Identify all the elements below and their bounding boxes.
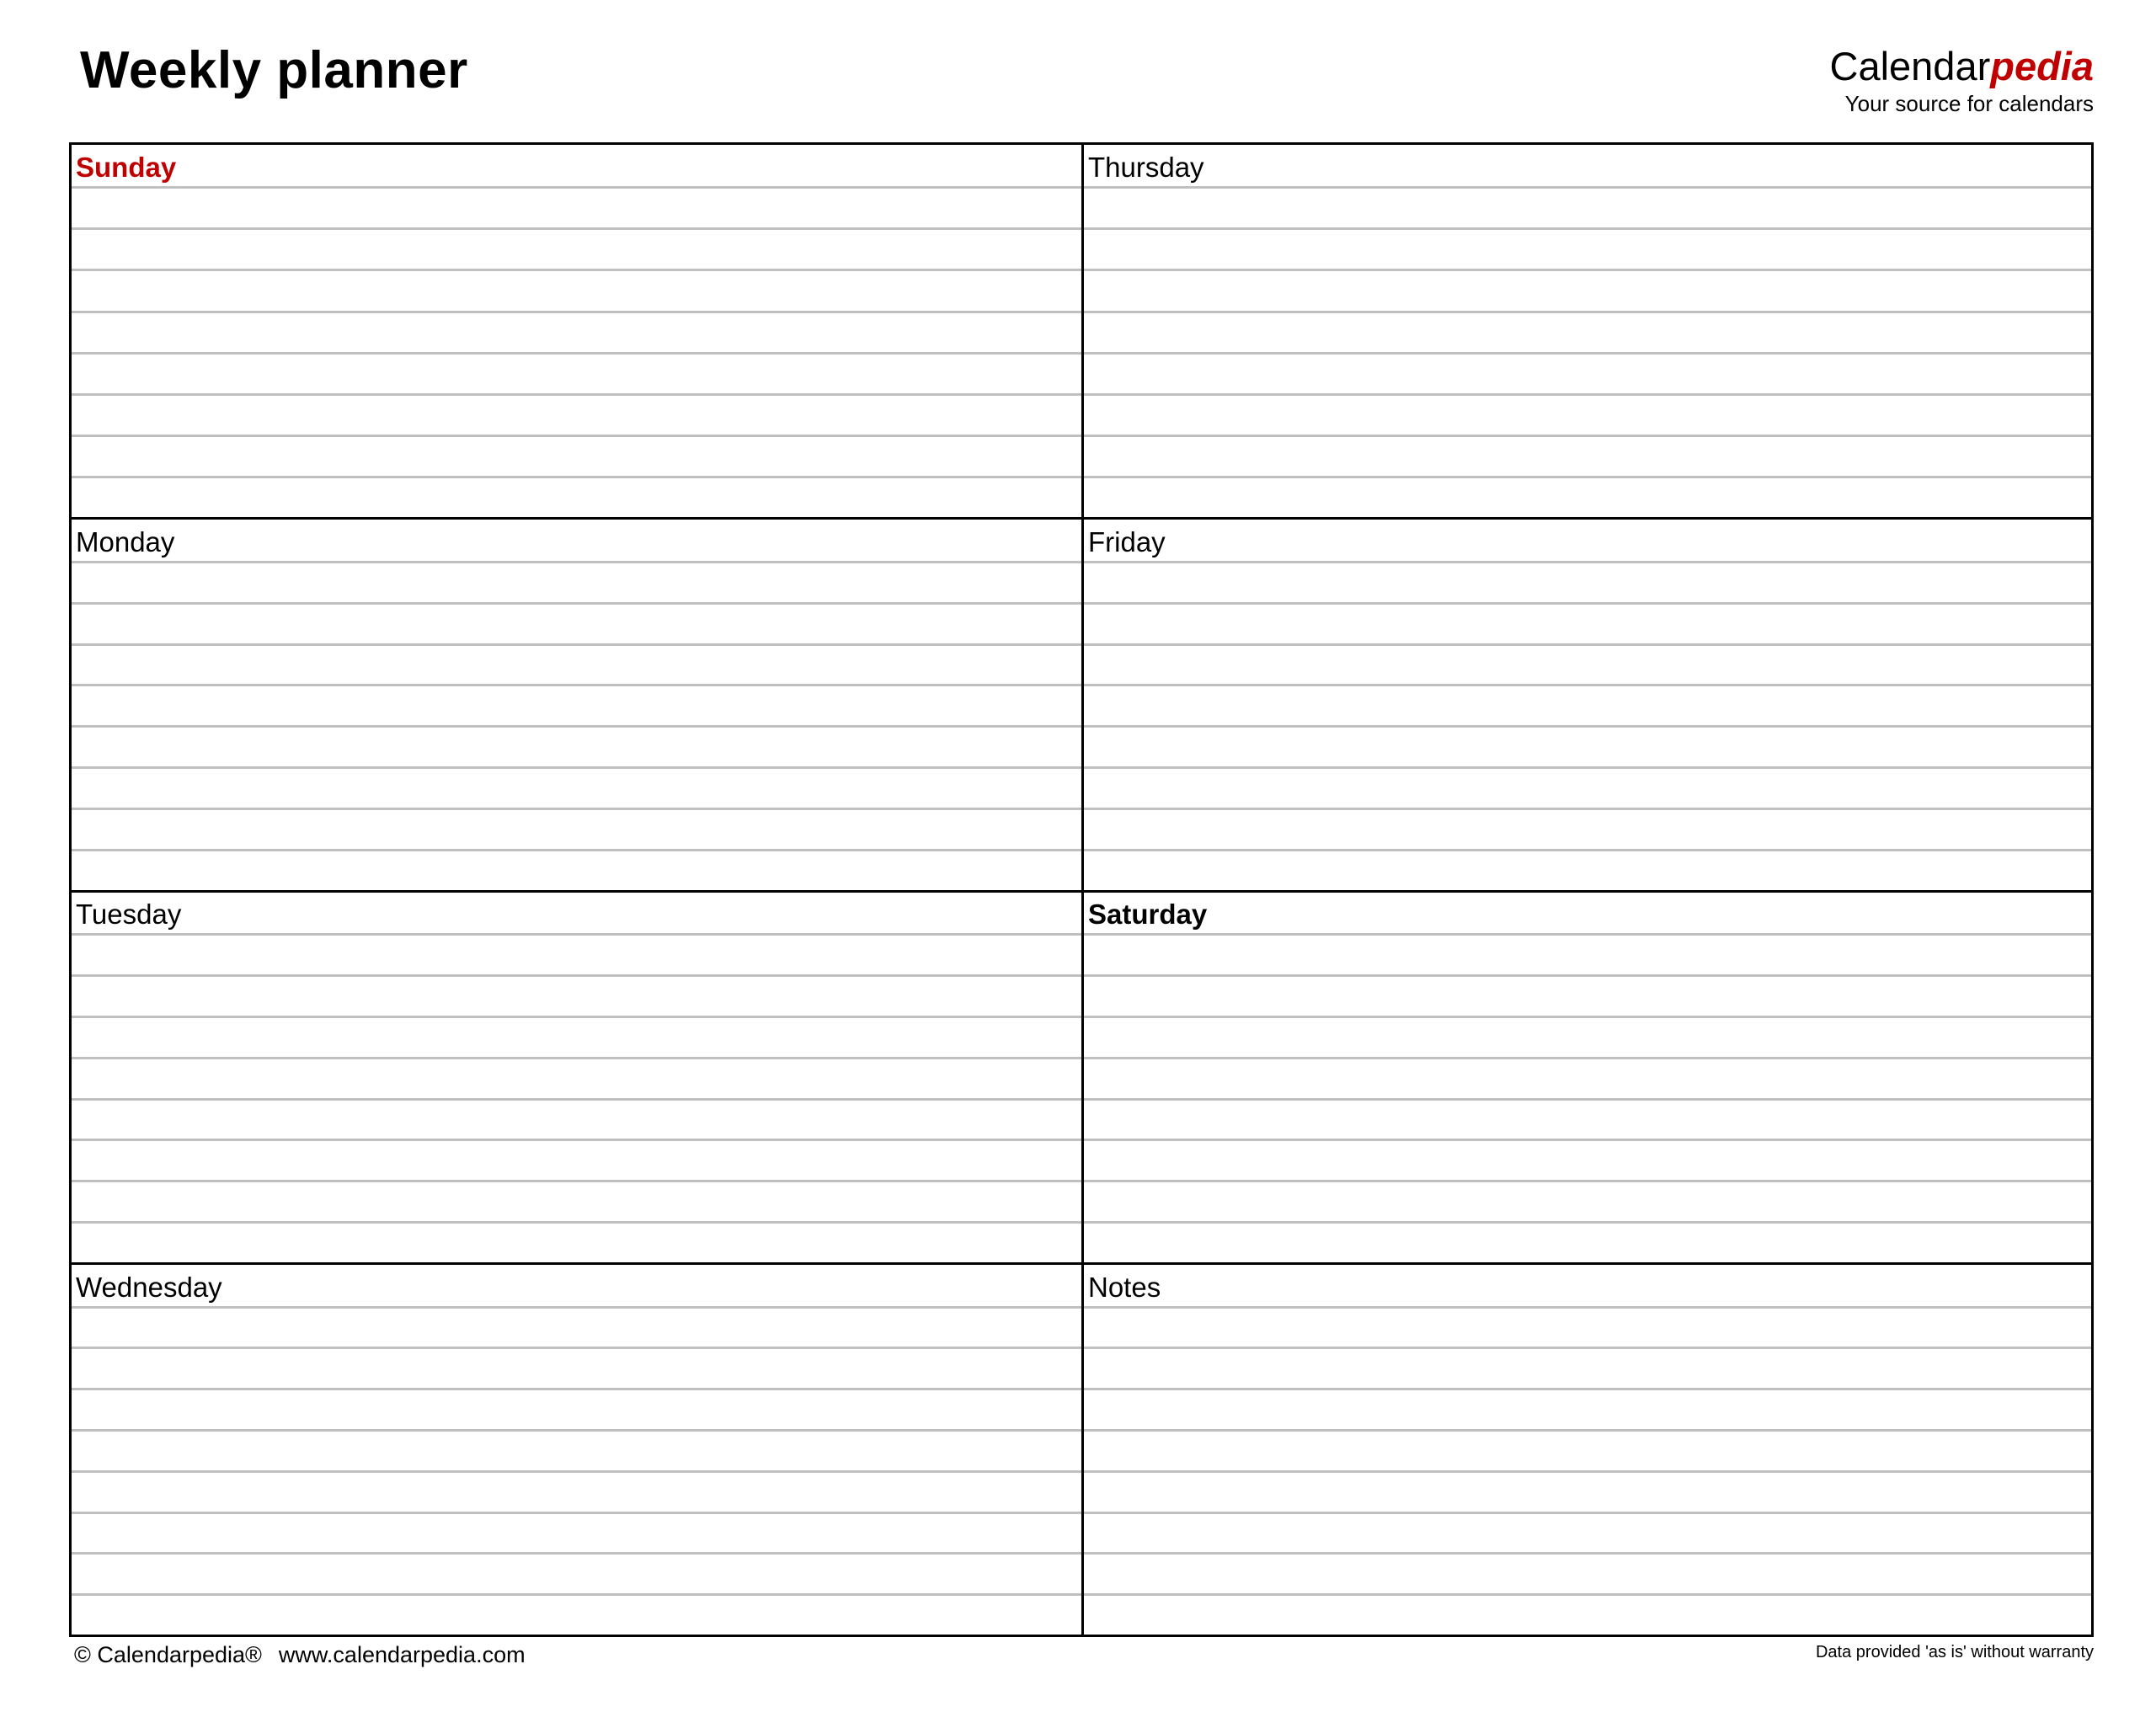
- writing-line[interactable]: [1084, 602, 2091, 643]
- writing-line[interactable]: [1084, 1512, 2091, 1553]
- writing-line[interactable]: [72, 643, 1081, 685]
- writing-line[interactable]: [72, 1429, 1081, 1470]
- writing-line[interactable]: [72, 393, 1081, 435]
- day-header-row: [72, 145, 1081, 186]
- footer-copyright: © Calendarpedia®: [74, 1642, 262, 1667]
- writing-line[interactable]: [72, 1016, 1081, 1057]
- writing-line[interactable]: [1084, 476, 2091, 517]
- writing-line[interactable]: [1084, 269, 2091, 310]
- day-box-friday: [1081, 517, 2091, 889]
- writing-line[interactable]: [72, 269, 1081, 310]
- writing-line[interactable]: [72, 1470, 1081, 1512]
- writing-line[interactable]: [72, 849, 1081, 890]
- day-box-notes: [1081, 1262, 2091, 1635]
- day-label-tuesday: Tuesday: [76, 899, 182, 931]
- planner-grid: [69, 142, 2094, 1637]
- writing-line[interactable]: [1084, 435, 2091, 476]
- day-label-notes: Notes: [1088, 1271, 1161, 1303]
- brand-wordmark: [1830, 42, 2095, 91]
- writing-line[interactable]: [1084, 1016, 2091, 1057]
- writing-line[interactable]: [72, 1347, 1081, 1388]
- writing-line[interactable]: [1084, 1057, 2091, 1098]
- day-header-row: [72, 1265, 1081, 1306]
- footer-credits: [74, 1640, 526, 1670]
- brand-name-accent: pedia: [1990, 44, 2094, 88]
- writing-line[interactable]: [1084, 1593, 2091, 1635]
- brand-name-main: Calendar: [1829, 44, 1991, 88]
- writing-line[interactable]: [72, 1512, 1081, 1553]
- writing-line[interactable]: [1084, 766, 2091, 808]
- writing-line[interactable]: [72, 561, 1081, 602]
- footer-disclaimer: Data provided 'as is' without warranty: [1815, 1643, 2094, 1661]
- writing-line[interactable]: [1084, 1470, 2091, 1512]
- writing-line[interactable]: [72, 1180, 1081, 1221]
- writing-line[interactable]: [72, 311, 1081, 352]
- writing-line[interactable]: [72, 1139, 1081, 1180]
- writing-line[interactable]: [1084, 1347, 2091, 1388]
- writing-line[interactable]: [72, 1098, 1081, 1139]
- day-box-wednesday: [72, 1262, 1081, 1635]
- writing-line[interactable]: [72, 1306, 1081, 1347]
- day-label-sunday: Sunday: [76, 152, 177, 184]
- day-label-thursday: Thursday: [1088, 152, 1204, 184]
- writing-line[interactable]: [72, 476, 1081, 517]
- writing-line[interactable]: [72, 725, 1081, 766]
- writing-line[interactable]: [1084, 725, 2091, 766]
- writing-line[interactable]: [1084, 393, 2091, 435]
- day-header-row: [1084, 145, 2091, 186]
- day-box-sunday: [72, 145, 1081, 517]
- writing-line[interactable]: [1084, 561, 2091, 602]
- writing-line[interactable]: [1084, 227, 2091, 269]
- writing-line[interactable]: [72, 766, 1081, 808]
- writing-line[interactable]: [72, 684, 1081, 725]
- day-label-friday: Friday: [1088, 526, 1166, 558]
- day-header-row: [72, 520, 1081, 561]
- day-header-row: [1084, 1265, 2091, 1306]
- day-label-monday: Monday: [76, 526, 175, 558]
- day-box-thursday: [1081, 145, 2091, 517]
- writing-line[interactable]: [72, 1057, 1081, 1098]
- day-header-row: [1084, 520, 2091, 561]
- writing-line[interactable]: [72, 1593, 1081, 1635]
- writing-line[interactable]: [1084, 849, 2091, 890]
- day-label-saturday: Saturday: [1088, 899, 1208, 931]
- writing-line[interactable]: [72, 808, 1081, 849]
- writing-line[interactable]: [72, 1552, 1081, 1593]
- writing-line[interactable]: [72, 352, 1081, 393]
- writing-line[interactable]: [1084, 1221, 2091, 1262]
- day-box-monday: [72, 517, 1081, 889]
- writing-line[interactable]: [72, 933, 1081, 974]
- writing-line[interactable]: [1084, 1098, 2091, 1139]
- brand-logo[interactable]: [1830, 42, 2095, 116]
- writing-line[interactable]: [1084, 186, 2091, 227]
- writing-line[interactable]: [1084, 311, 2091, 352]
- writing-line[interactable]: [1084, 1139, 2091, 1180]
- day-box-tuesday: [72, 890, 1081, 1262]
- writing-line[interactable]: [72, 974, 1081, 1016]
- writing-line[interactable]: [1084, 1552, 2091, 1593]
- writing-line[interactable]: [1084, 1306, 2091, 1347]
- day-header-row: [72, 893, 1081, 934]
- day-header-row: [1084, 893, 2091, 934]
- writing-line[interactable]: [72, 602, 1081, 643]
- writing-line[interactable]: [1084, 1388, 2091, 1429]
- writing-line[interactable]: [72, 186, 1081, 227]
- writing-line[interactable]: [1084, 352, 2091, 393]
- writing-line[interactable]: [72, 435, 1081, 476]
- writing-line[interactable]: [1084, 933, 2091, 974]
- day-label-wednesday: Wednesday: [76, 1271, 222, 1303]
- writing-line[interactable]: [1084, 1429, 2091, 1470]
- brand-tagline: Your source for calendars: [1844, 91, 2094, 116]
- page-title: Weekly planner: [80, 41, 468, 99]
- writing-line[interactable]: [72, 227, 1081, 269]
- writing-line[interactable]: [1084, 1180, 2091, 1221]
- writing-line[interactable]: [1084, 974, 2091, 1016]
- writing-line[interactable]: [1084, 808, 2091, 849]
- writing-line[interactable]: [72, 1221, 1081, 1262]
- writing-line[interactable]: [72, 1388, 1081, 1429]
- day-box-saturday: [1081, 890, 2091, 1262]
- footer-website-link[interactable]: www.calendarpedia.com: [278, 1642, 526, 1667]
- writing-line[interactable]: [1084, 643, 2091, 685]
- writing-line[interactable]: [1084, 684, 2091, 725]
